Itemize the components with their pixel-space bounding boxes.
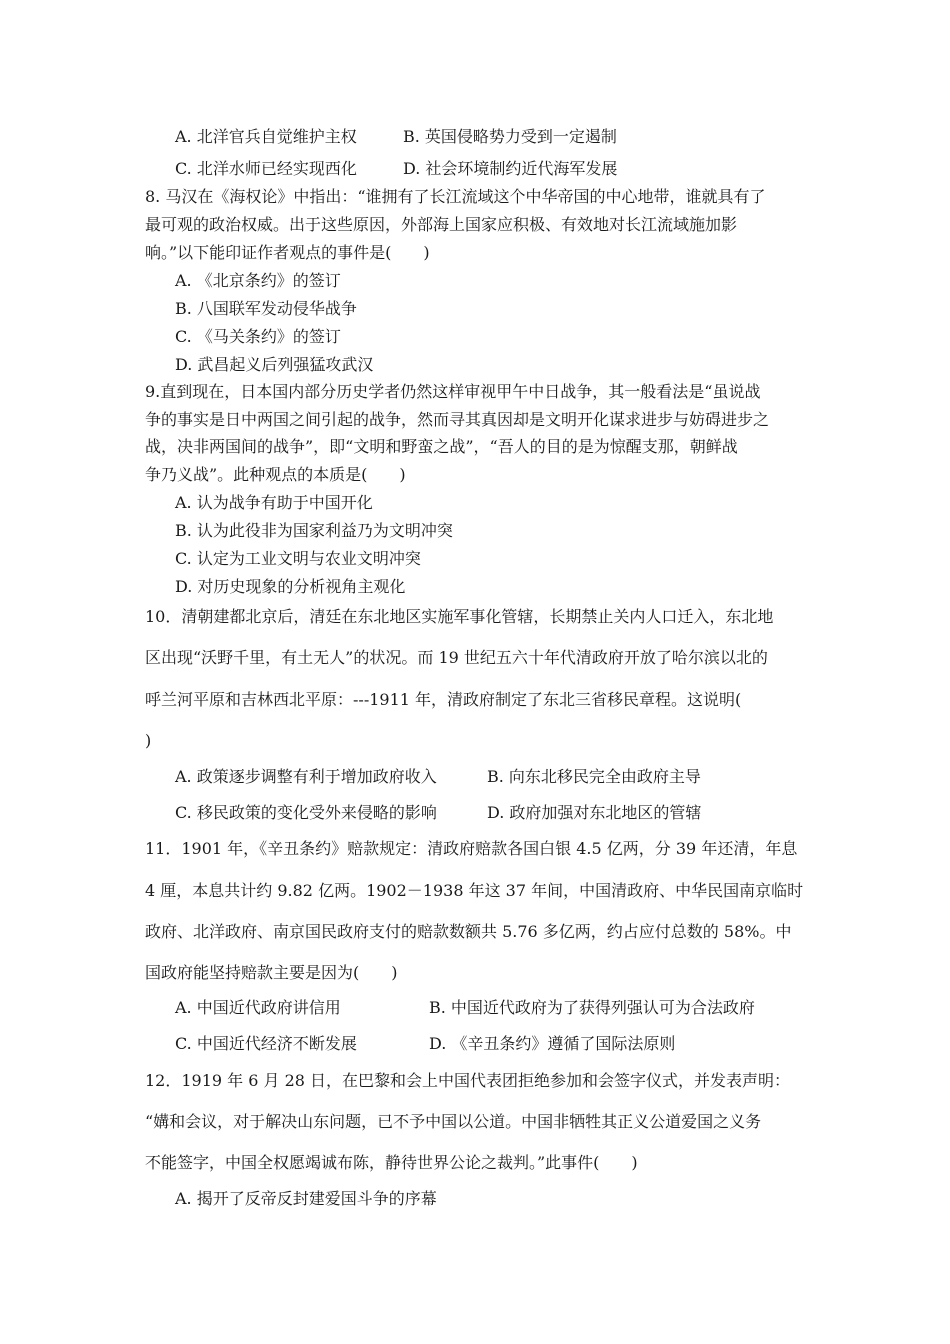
q10-option-d: D. 政府加强对东北地区的管辖: [487, 803, 702, 822]
q11-stem-line-3: 政府、北洋政府、南京国民政府支付的赔款数额共 5.76 多亿两，约占应付总数的 58%。中: [145, 922, 792, 941]
q9-stem-line-3: 战，决非两国间的战争”，即“文明和野蛮之战”，“吾人的目的是为惊醒支那，朝鲜战: [145, 437, 738, 456]
q11-option-b: B. 中国近代政府为了获得列强认可为合法政府: [429, 998, 755, 1017]
q8-option-b: B. 八国联军发动侵华战争: [175, 299, 357, 318]
q11-option-c: C. 中国近代经济不断发展: [175, 1034, 357, 1053]
q8-stem-line-3: 响。”以下能印证作者观点的事件是( ): [145, 243, 430, 262]
q11-option-a: A. 中国近代政府讲信用: [175, 998, 341, 1017]
q11-stem-line-2: 4 厘，本息共计约 9.82 亿两。1902－1938 年这 37 年间，中国清政府、中华民国南京临时: [145, 881, 804, 900]
q7-option-a: A. 北洋官兵自觉维护主权: [175, 127, 357, 146]
q10-stem-line-3: 呼兰河平原和吉林西北平原：---1911 年，清政府制定了东北三省移民章程。这说明(: [145, 690, 742, 709]
q11-stem-line-1: 11．1901 年，《辛丑条约》赔款规定：清政府赔款各国白银 4.5 亿两，分 39 年还清，年息: [145, 839, 798, 858]
q9-option-a: A. 认为战争有助于中国开化: [175, 493, 373, 512]
q10-option-c: C. 移民政策的变化受外来侵略的影响: [175, 803, 437, 822]
q12-option-a: A. 揭开了反帝反封建爱国斗争的序幕: [175, 1189, 437, 1208]
q10-stem-line-2: 区出现“沃野千里，有土无人”的状况。而 19 世纪五六十年代清政府开放了哈尔滨以北的: [145, 648, 768, 667]
q11-option-d: D. 《辛丑条约》遵循了国际法原则: [429, 1034, 676, 1053]
q12-stem-line-1: 12．1919 年 6 月 28 日，在巴黎和会上中国代表团拒绝参加和会签字仪式，并发表声明：: [145, 1071, 791, 1090]
q8-stem-line-2: 最可观的政治权威。出于这些原因，外部海上国家应积极、有效地对长江流域施加影: [145, 215, 738, 234]
q10-option-a: A. 政策逐步调整有利于增加政府收入: [175, 767, 437, 786]
q8-stem-line-1: 8. 马汉在《海权论》中指出：“谁拥有了长江流域这个中华帝国的中心地带，谁就具有了: [145, 187, 766, 206]
q7-option-b: B. 英国侵略势力受到一定遏制: [403, 127, 617, 146]
q9-option-d: D. 对历史现象的分析视角主观化: [175, 577, 406, 596]
q9-stem-line-2: 争的事实是日中两国之间引起的战争，然而寻其真因却是文明开化谋求进步与妨碍进步之: [145, 410, 770, 429]
q7-option-d: D. 社会环境制约近代海军发展: [403, 159, 618, 178]
q9-option-b: B. 认为此役非为国家利益乃为文明冲突: [175, 521, 453, 540]
q10-stem-line-1: 10．清朝建都北京后，清廷在东北地区实施军事化管辖，长期禁止关内人口迁入，东北地: [145, 607, 774, 626]
q8-option-c: C. 《马关条约》的签订: [175, 327, 341, 346]
q11-stem-line-4: 国政府能坚持赔款主要是因为( ): [145, 963, 398, 982]
q9-option-c: C. 认定为工业文明与农业文明冲突: [175, 549, 421, 568]
q10-stem-line-4: ): [145, 731, 152, 750]
q12-stem-line-3: 不能签字，中国全权愿竭诚布陈，静待世界公论之裁判。”此事件( ): [145, 1153, 638, 1172]
q8-option-a: A. 《北京条约》的签订: [175, 271, 341, 290]
q9-stem-line-4: 争乃义战”。此种观点的本质是( ): [145, 465, 406, 484]
q12-stem-line-2: “媾和会议，对于解决山东问题，已不予中国以公道。中国非牺牲其正义公道爱国之义务: [145, 1112, 762, 1131]
q9-stem-line-1: 9.直到现在，日本国内部分历史学者仍然这样审视甲午中日战争，其一般看法是“虽说战: [145, 382, 761, 401]
q7-option-c: C. 北洋水师已经实现西化: [175, 159, 357, 178]
q8-option-d: D. 武昌起义后列强猛攻武汉: [175, 355, 374, 374]
q10-option-b: B. 向东北移民完全由政府主导: [487, 767, 701, 786]
